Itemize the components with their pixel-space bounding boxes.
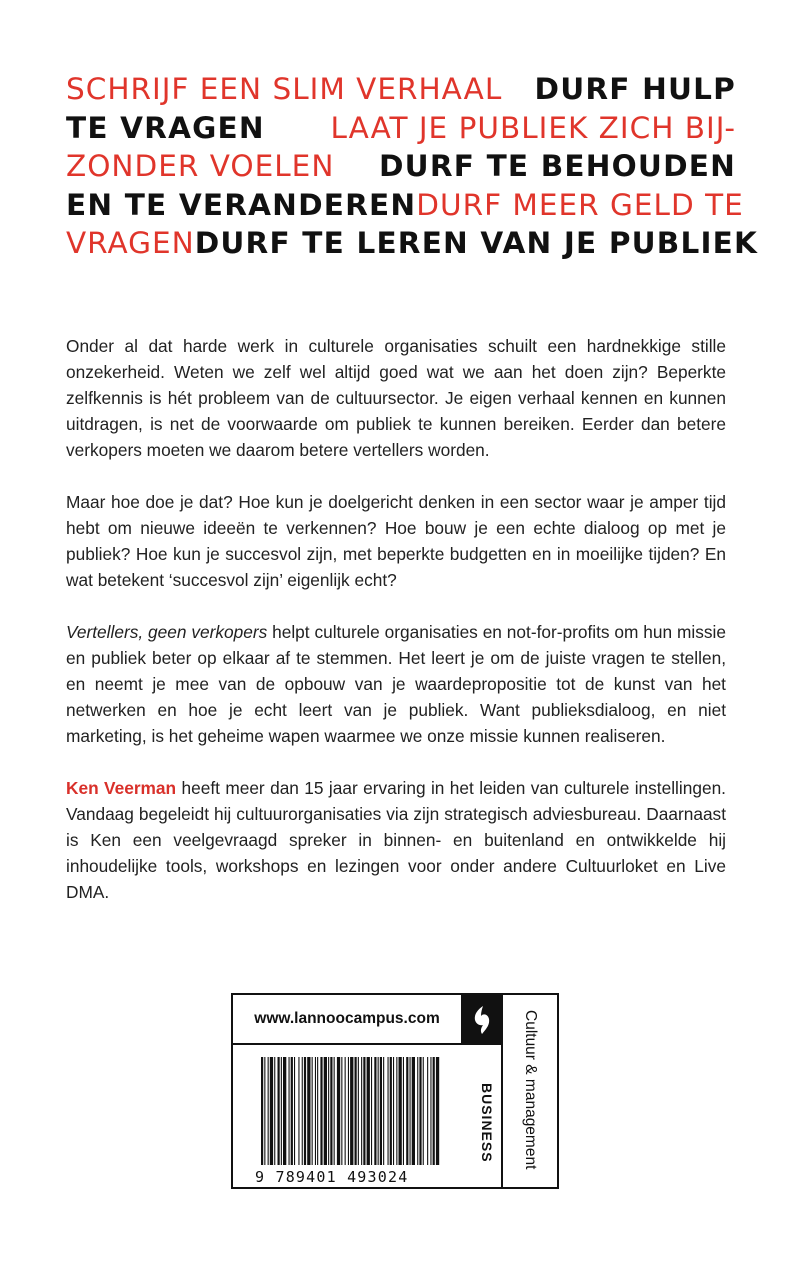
barcode-bar (334, 1057, 335, 1165)
barcode-bar (363, 1057, 365, 1165)
barcode-bar (361, 1057, 362, 1165)
barcode-bar (383, 1057, 384, 1165)
barcode-bar (393, 1057, 394, 1165)
barcode-bar (358, 1057, 359, 1165)
headline-phrase-red: SCHRIJF EEN SLIM VERHAAL (66, 72, 503, 106)
barcode-bar (312, 1057, 313, 1165)
category-label: Cultuur & management (522, 1010, 539, 1170)
barcode-bar (345, 1057, 346, 1165)
lannoo-logo-icon (463, 995, 503, 1045)
headline (66, 70, 759, 263)
barcode-bar (294, 1057, 295, 1165)
barcode-bar (315, 1057, 316, 1165)
paragraph-book (66, 619, 726, 749)
barcode-bar (403, 1057, 404, 1165)
barcode-bar (396, 1057, 397, 1165)
barcode-bars (261, 1057, 441, 1165)
barcode-bar (264, 1057, 265, 1165)
barcode-bar (291, 1057, 293, 1165)
headline-phrase-bold: DURF HULP (534, 72, 736, 106)
barcode-bar (261, 1057, 263, 1165)
barcode-bar (281, 1057, 282, 1165)
barcode-bar (406, 1057, 408, 1165)
barcode-bar (328, 1057, 329, 1165)
barcode-bar (374, 1057, 376, 1165)
paragraph-questions: Maar hoe doe je dat? Hoe kun je doelgericht denken in een sector waar je amper tijd hebt om nieuwe ideeën te verkennen? Hoe bouw je een echte dialoog op met je publiek? Hoe kun je succesvol zijn, met beperkte budgetten en in moeilijke tijden? En wat betekent ‘succesvol zijn’ eigenlijk echt? (66, 492, 726, 590)
barcode-bar (399, 1057, 402, 1165)
barcode-bar (410, 1057, 411, 1165)
barcode-bar (270, 1057, 273, 1165)
barcode-bar (390, 1057, 392, 1165)
barcode-bar (304, 1057, 306, 1165)
headline-phrase-bold: DURF TE LEREN VAN JE PUBLIEK (194, 226, 759, 260)
barcode-bar (324, 1057, 327, 1165)
paragraph-book-text: helpt culturele organisaties en not-for-profits om hun missie en publiek beter op elkaar af te stemmen. Het leert je om de juiste vragen te stellen, en neemt je mee van de opbouw van je waardepropositie tot de kunst van het netwerken en hoe je echt leert van je publiek. Want publieksdialoog, en niet marketing, is het geheime wapen waarmee we onze missie kunnen realiseren. (66, 622, 726, 746)
barcode-bar (367, 1057, 370, 1165)
barcode-bar (388, 1057, 389, 1165)
barcode-bar (283, 1057, 286, 1165)
barcode-bar (436, 1057, 439, 1165)
barcode-bar (355, 1057, 357, 1165)
headline-phrase-bold: TE VRAGEN (66, 110, 265, 145)
barcode-bar (433, 1057, 435, 1165)
barcode-bar (350, 1057, 353, 1165)
barcode-bar (417, 1057, 418, 1165)
paragraph-intro: Onder al dat harde werk in culturele organisaties schuilt een hardnekkige stille onzekerheid. Weten we zelf wel altijd goed wat we aan het doen zijn? Beperkte zelfkennis is hét probleem van de cultuursector. Je eigen verhaal kennen en kunnen uitdragen, is net de voorwaarde om publiek te kunnen bereiken. Eerder dan betere verkopers moeten we daarom betere vertellers worden. (66, 336, 726, 460)
headline-line (66, 109, 736, 148)
book-title: Vertellers, geen verkopers (66, 622, 268, 642)
barcode-bar (302, 1057, 303, 1165)
headline-line (66, 147, 736, 186)
category-cell (503, 995, 557, 1187)
author-name: Ken Veerman (66, 778, 177, 798)
business-label: BUSINESS (479, 1083, 495, 1163)
barcode-bar (320, 1057, 322, 1165)
barcode-bar (427, 1057, 428, 1165)
paragraph-author (66, 775, 726, 905)
description (66, 333, 726, 931)
barcode-bar (307, 1057, 310, 1165)
barcode-bar (419, 1057, 421, 1165)
headline-phrase-red: VRAGEN (66, 226, 195, 260)
author-bio: heeft meer dan 15 jaar ervaring in het leiden van culturele instellingen. Vandaag begeleidt hij cultuurorganisaties via zijn strategisch adviesbureau. Daarnaast is Ken een veelgevraagd spreker in binnen- en buitenland en ontwikkelde hij inhoudelijke tools, workshops en lezingen voor onder andere Cultuurloket en Live DMA. (66, 778, 726, 902)
barcode-bar (430, 1057, 431, 1165)
headline-phrase-red: LAAT JE PUBLIEK ZICH BIJ- (330, 110, 736, 145)
barcode-bar (378, 1057, 379, 1165)
barcode-bar (380, 1057, 382, 1165)
barcode-bar (268, 1057, 269, 1165)
barcode-bar (278, 1057, 280, 1165)
barcode-bar (337, 1057, 340, 1165)
headline-phrase-bold: DURF TE BEHOUDEN (378, 149, 736, 183)
isbn-number: 9 789401 493024 (255, 1168, 409, 1186)
publisher-box (231, 993, 559, 1189)
headline-line (66, 70, 736, 109)
barcode-bar (371, 1057, 372, 1165)
barcode-bar (298, 1057, 299, 1165)
barcode-bar (330, 1057, 332, 1165)
headline-phrase-red: ZONDER VOELEN (66, 149, 335, 183)
publisher-url[interactable]: www.lannoocampus.com (233, 995, 463, 1045)
headline-line (66, 224, 759, 263)
barcode-bar (317, 1057, 318, 1165)
barcode-bar (348, 1057, 349, 1165)
headline-line (66, 186, 744, 225)
headline-phrase-bold: EN TE VERANDEREN (66, 187, 417, 222)
headline-phrase-red: DURF MEER GELD TE (416, 187, 744, 222)
barcode-bar (341, 1057, 342, 1165)
barcode-bar (274, 1057, 275, 1165)
business-cell (463, 1045, 503, 1187)
barcode-bar (423, 1057, 424, 1165)
isbn-barcode (255, 1057, 441, 1186)
barcode-bar (289, 1057, 290, 1165)
barcode-bar (412, 1057, 415, 1165)
